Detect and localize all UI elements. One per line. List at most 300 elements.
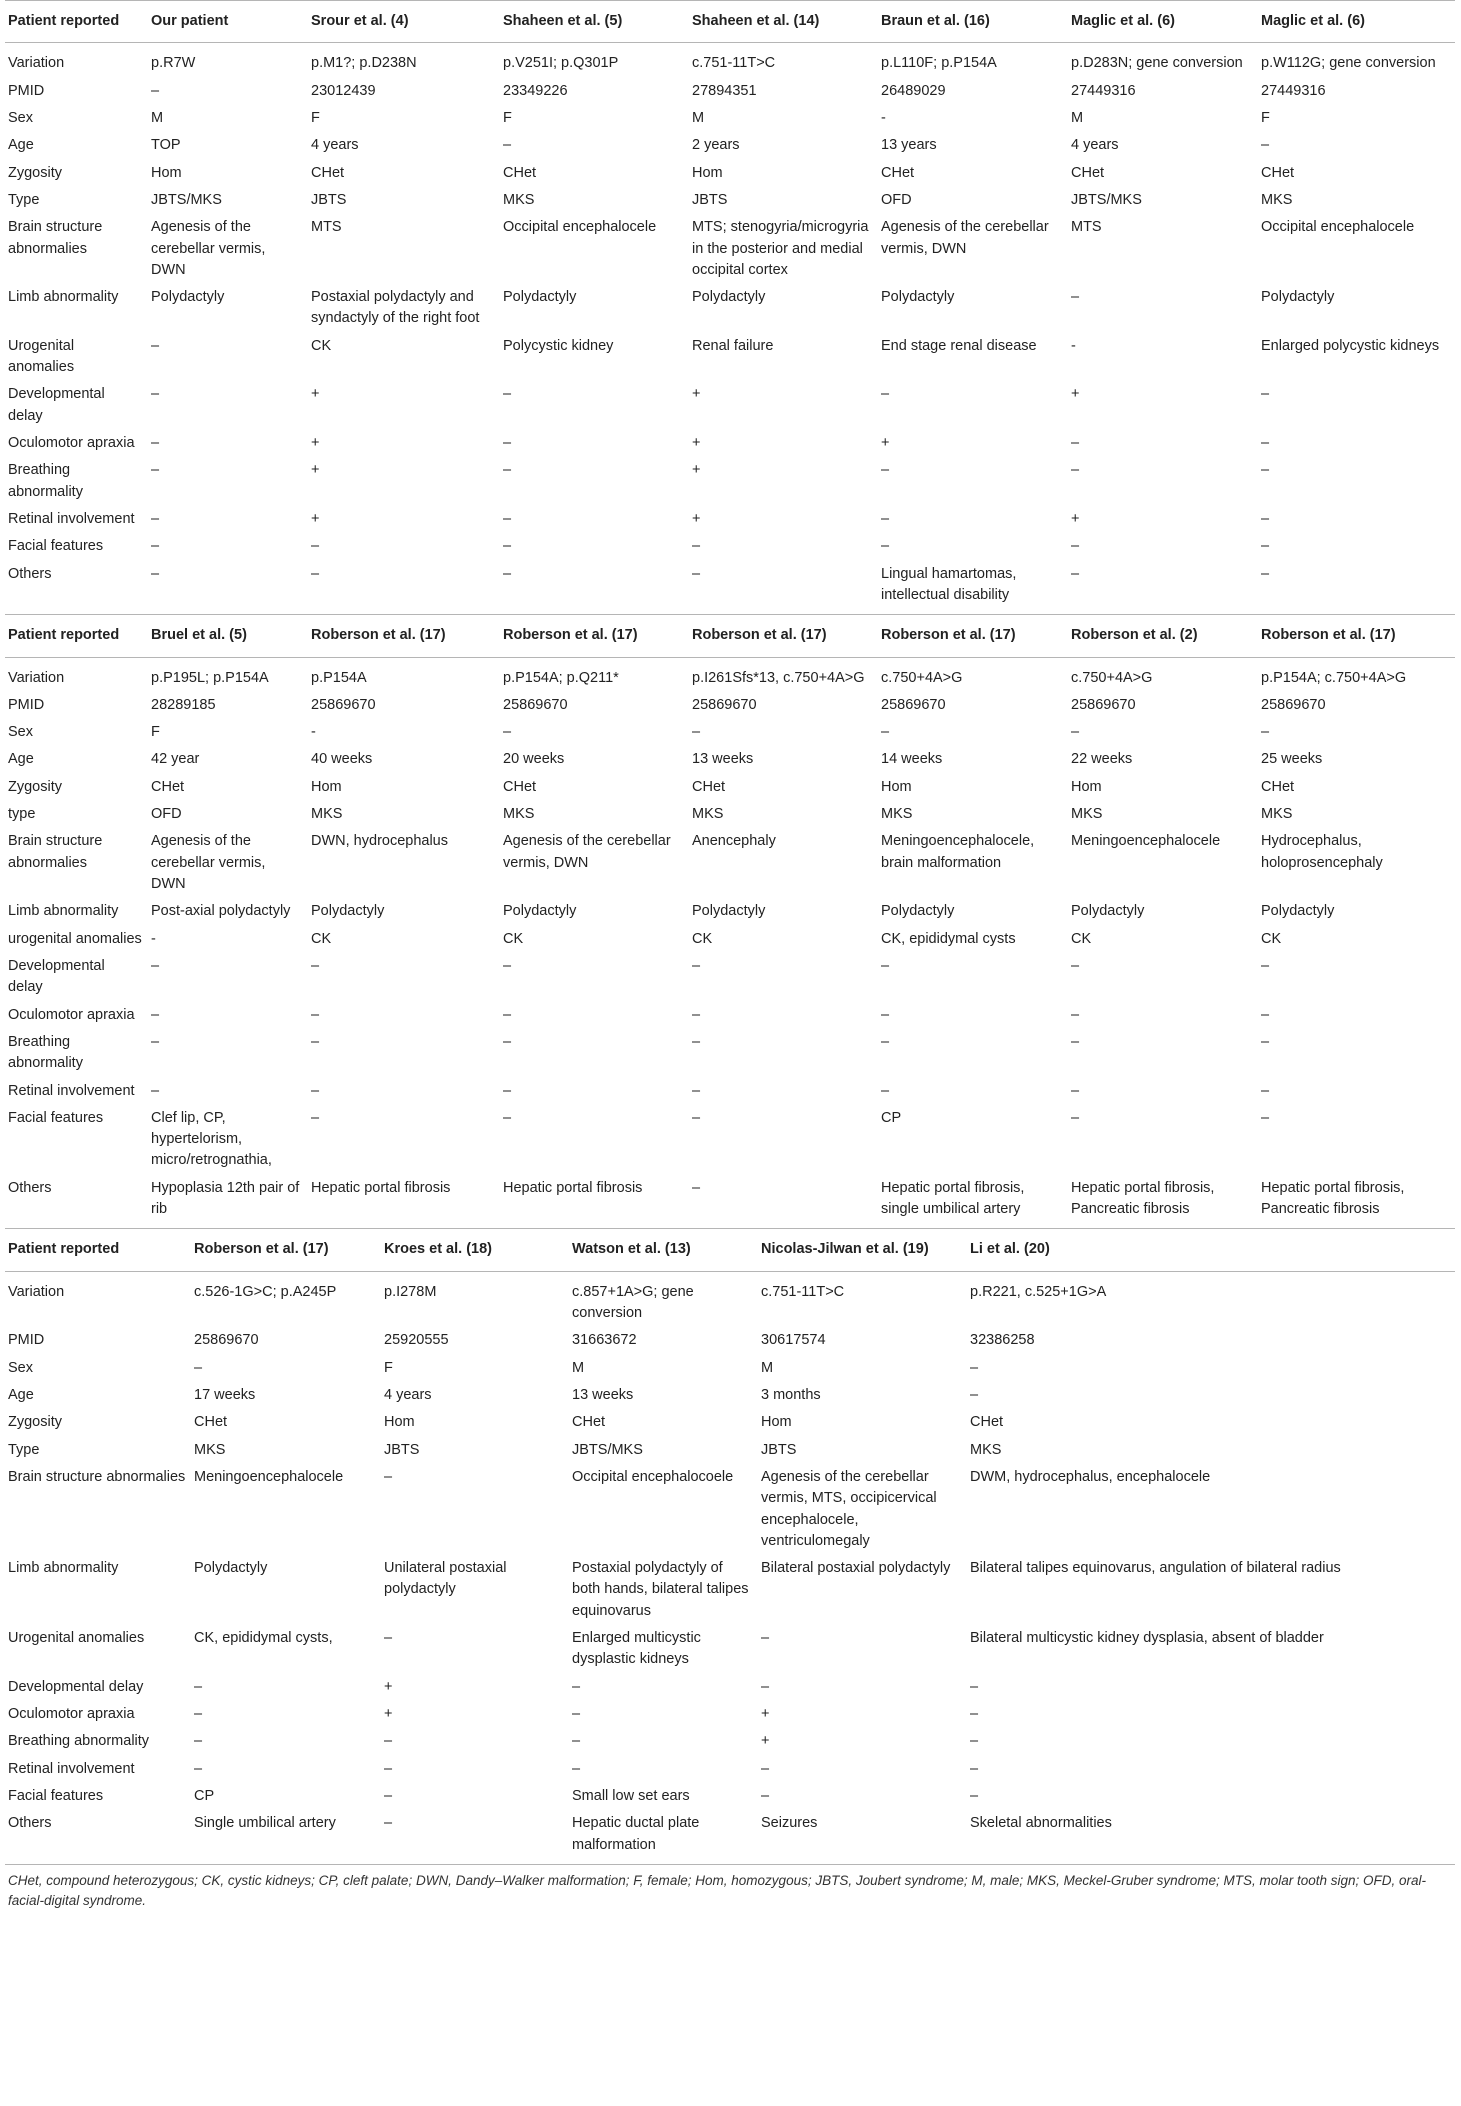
table-row (5, 187, 1455, 214)
table-cell: CHet (881, 164, 915, 181)
table-cell: MKS (1261, 806, 1293, 823)
table-row (5, 1409, 1455, 1436)
table-cell: CHet (503, 164, 537, 181)
table-cell: – (503, 1033, 512, 1050)
row-label: Sex (8, 724, 33, 741)
reference-link[interactable]: 13 (669, 1241, 686, 1258)
reference-link[interactable]: 17 (1374, 627, 1391, 644)
table-cell: – (194, 1733, 203, 1750)
table-cell: – (1261, 1006, 1270, 1023)
table-cell: CP (881, 1109, 902, 1126)
reference-link[interactable]: 16 (968, 13, 985, 29)
table-cell: + (692, 435, 701, 451)
table-cell: Agenesis of the cerebellar vermis, DWN (503, 833, 671, 871)
table-cell: Hepatic portal fibrosis (503, 1179, 643, 1196)
table-row (5, 926, 1455, 953)
table-cell: – (503, 137, 512, 154)
reference-link[interactable]: 20 (1028, 1241, 1045, 1258)
table-row (5, 1105, 1455, 1175)
table-row (5, 132, 1455, 159)
table-row (5, 1175, 1455, 1229)
table-cell: p.D283N; gene conversion (1071, 55, 1243, 72)
table-cell: CK (692, 930, 713, 947)
table-cell: – (970, 1359, 979, 1376)
table-cell: 25869670 (881, 696, 946, 713)
row-label: type (8, 806, 36, 823)
reference-link[interactable]: 5 (609, 13, 618, 29)
table-cell: Polydactyly (311, 903, 385, 920)
table-row (5, 381, 1455, 430)
reference-link[interactable]: 5 (234, 627, 243, 644)
table-cell: 2 years (692, 137, 740, 154)
table-cell: – (761, 1678, 770, 1695)
table-cell: F (384, 1359, 393, 1376)
table-cell: – (881, 386, 890, 403)
table-header-row (5, 615, 1455, 657)
table-row (5, 1555, 1455, 1625)
table-cell: Polydactyly (692, 903, 766, 920)
table-cell: 25869670 (692, 696, 757, 713)
table-cell: Bilateral talipes equinovarus, angulation of bilateral radius (970, 1560, 1341, 1577)
table-cell: – (151, 1006, 160, 1023)
table-row (5, 1078, 1455, 1105)
table-cell: 25869670 (311, 696, 376, 713)
table-cell: DWN, hydrocephalus (311, 833, 448, 850)
table-cell: p.P195L; p.P154A (151, 669, 269, 686)
table-cell: Polydactyly (1071, 903, 1145, 920)
table-cell: JBTS (311, 191, 347, 208)
table-cell: – (1261, 565, 1270, 582)
table-row (5, 1029, 1455, 1078)
table-footnote: CHet, compound heterozygous; CK, cystic kidneys; CP, cleft palate; DWN, Dandy–Walker malformation; F, female; Hom, homozygous; JBTS, Joubert syndrome; M, male; MKS, Meckel-Gruber syndrome; MTS, molar tooth sign; OFD, oral-facial-digital syndrome. (5, 1864, 1455, 1912)
row-label: Developmental delay (8, 1678, 144, 1695)
table-cell: Postaxial polydactyly and syndactyly of the right foot (311, 289, 480, 327)
reference-link[interactable]: 18 (471, 1241, 488, 1258)
table-cell: p.R7W (151, 55, 196, 72)
table-cell: p.M1?; p.D238N (311, 55, 417, 72)
table-cell: Occipital encephalocele (1261, 219, 1415, 236)
table-cell: p.R221, c.525+1G>A (970, 1283, 1107, 1300)
reference-link[interactable]: 17 (994, 627, 1011, 644)
table-cell: 25920555 (384, 1332, 449, 1349)
table-row (5, 160, 1455, 187)
table-cell: F (503, 109, 512, 126)
row-label: Facial features (8, 1109, 104, 1126)
table-cell: – (503, 1006, 512, 1023)
column-header: Li et al. (20) (967, 1229, 1455, 1271)
table-cell: Clef lip, CP, hypertelorism, micro/retrognathia, (151, 1109, 272, 1169)
table-cell: – (572, 1678, 581, 1695)
table-row (5, 1728, 1455, 1755)
table-cell: Hepatic portal fibrosis, Pancreatic fibrosis (1261, 1179, 1405, 1218)
table-cell: CHet (970, 1414, 1004, 1431)
table-cell: F (151, 724, 160, 741)
table-cell: Polydactyly (503, 903, 577, 920)
table-cell: Polydactyly (1261, 289, 1335, 306)
table-cell: p.L110F; p.P154A (881, 55, 997, 72)
comparison-table-part-1 (5, 0, 1455, 614)
table-cell: Renal failure (692, 337, 774, 354)
column-header: Roberson et al. (17) (878, 615, 1068, 657)
table-cell: Unilateral postaxial polydactyly (384, 1560, 507, 1598)
reference-link[interactable]: 6 (1352, 13, 1361, 29)
table-cell: End stage renal disease (881, 337, 1037, 354)
table-cell: – (1261, 538, 1270, 555)
table-cell: + (692, 386, 701, 403)
table-cell: 14 weeks (881, 751, 943, 768)
table-cell: 4 years (1071, 137, 1119, 154)
table-cell: – (194, 1760, 203, 1777)
table-cell: CHet (572, 1414, 606, 1431)
table-row (5, 719, 1455, 746)
column-header: Roberson et al. (17) (689, 615, 878, 657)
table-cell: – (151, 1082, 160, 1099)
table-header-row (5, 1, 1455, 43)
row-label: Variation (8, 669, 65, 686)
table-cell: CHet (1071, 164, 1105, 181)
row-label: Age (8, 751, 34, 768)
row-label: Breathing abnormality (8, 462, 83, 500)
table-cell: – (194, 1359, 203, 1376)
column-header: Roberson et al. (17) (500, 615, 689, 657)
table-cell: c.750+4A>G (1071, 669, 1153, 686)
table-cell: 30617574 (761, 1332, 826, 1349)
table-cell: 25869670 (1071, 696, 1136, 713)
table-cell: – (572, 1706, 581, 1722)
table-cell: p.P154A (311, 669, 367, 686)
table-cell: 26489029 (881, 82, 946, 99)
table-cell: F (311, 109, 320, 126)
table-cell: – (692, 1082, 701, 1099)
row-label: Breathing abnormality (8, 1033, 83, 1072)
table-cell: MTS; stenogyria/microgyria in the posterior and medial occipital cortex (692, 219, 869, 278)
table-cell: Polydactyly (194, 1560, 268, 1577)
table-cell: CP (194, 1787, 215, 1804)
table-cell: Hom (151, 164, 182, 181)
table-cell: – (503, 386, 512, 403)
column-header: Patient reported (5, 1, 148, 43)
table-row (5, 1701, 1455, 1728)
table-cell: MKS (1071, 806, 1103, 823)
table-cell: MKS (881, 806, 913, 823)
table-cell: – (151, 510, 160, 527)
table-cell: CK (1261, 930, 1282, 947)
table-row (5, 692, 1455, 719)
table-cell: – (970, 1706, 979, 1722)
table-cell: – (970, 1386, 979, 1403)
table-cell: – (151, 462, 160, 479)
table-cell: – (572, 1733, 581, 1750)
table-cell: MKS (970, 1441, 1002, 1458)
table-cell: Agenesis of the cerebellar vermis, DWN (881, 219, 1049, 257)
column-header: Shaheen et al. (5) (500, 1, 689, 43)
table-cell: c.751-11T>C (761, 1283, 845, 1300)
table-cell: – (692, 1109, 701, 1126)
row-label: Limb abnormality (8, 289, 119, 306)
table-cell: Polydactyly (692, 289, 766, 306)
table-cell: 13 weeks (572, 1386, 634, 1403)
table-cell: CHet (692, 778, 726, 795)
reference-link[interactable]: 2 (1184, 627, 1193, 644)
table-cell: – (1261, 1082, 1270, 1099)
table-row (5, 1002, 1455, 1029)
table-cell: + (384, 1706, 393, 1722)
table-cell: – (384, 1733, 393, 1750)
table-cell: + (881, 435, 890, 451)
table-cell: – (194, 1706, 203, 1722)
row-label: Urogenital anomalies (8, 1630, 145, 1647)
table-cell: MKS (194, 1441, 226, 1458)
table-cell: Seizures (761, 1815, 818, 1832)
table-cell: p.W112G; gene conversion (1261, 55, 1436, 72)
table-cell: CHet (151, 778, 185, 795)
column-header: Roberson et al. (2) (1068, 615, 1258, 657)
table-cell: – (692, 538, 701, 555)
table-cell: – (761, 1787, 770, 1804)
table-cell: – (1071, 1033, 1080, 1050)
reference-link[interactable]: 19 (907, 1241, 924, 1258)
table-cell: M (151, 109, 164, 126)
table-row (5, 430, 1455, 457)
table-cell: + (1071, 386, 1080, 403)
table-cell: Polydactyly (151, 289, 225, 306)
table-cell: – (1071, 435, 1080, 451)
table-cell: 25869670 (194, 1332, 259, 1349)
table-row (5, 105, 1455, 132)
table-cell: – (1071, 538, 1080, 555)
table-cell: – (761, 1760, 770, 1777)
table-cell: – (503, 1082, 512, 1099)
column-header: Braun et al. (16) (878, 1, 1068, 43)
comparison-table-part-3 (5, 1228, 1455, 1864)
table-cell: Hom (1071, 778, 1102, 795)
table-cell: 22 weeks (1071, 751, 1133, 768)
row-label: Brain structure abnormalies (8, 219, 103, 257)
reference-link[interactable]: 17 (307, 1241, 324, 1258)
table-cell: – (1261, 1109, 1270, 1126)
row-label: Type (8, 1441, 40, 1458)
row-label: Retinal involvement (8, 1082, 135, 1099)
row-label: Oculomotor apraxia (8, 435, 135, 451)
table-cell: – (503, 462, 512, 479)
table-cell: – (1261, 510, 1270, 527)
table-cell: Occipital encephalocele (503, 219, 657, 236)
table-cell: - (151, 930, 156, 947)
table-cell: – (970, 1678, 979, 1695)
table-cell: – (692, 957, 701, 974)
table-cell: 42 year (151, 751, 200, 768)
table-cell: DWM, hydrocephalus, encephalocele (970, 1468, 1211, 1485)
table-cell: 32386258 (970, 1332, 1035, 1349)
table-cell: – (1071, 289, 1080, 306)
table-cell: Lingual hamartomas, intellectual disability (881, 565, 1017, 603)
table-row (5, 774, 1455, 801)
table-cell: – (384, 1630, 393, 1647)
table-cell: OFD (881, 191, 912, 208)
table-cell: + (311, 435, 320, 451)
row-label: Developmental delay (8, 386, 105, 424)
column-header: Bruel et al. (5) (148, 615, 308, 657)
table-cell: Polycystic kidney (503, 337, 614, 354)
table-cell: 20 weeks (503, 751, 565, 768)
table-cell: Hepatic portal fibrosis, Pancreatic fibrosis (1071, 1179, 1215, 1218)
table-cell: 3 months (761, 1386, 821, 1403)
table-cell: Polydactyly (881, 903, 955, 920)
table-cell: – (384, 1760, 393, 1777)
table-cell: Postaxial polydactyly of both hands, bilateral talipes equinovarus (572, 1560, 749, 1619)
table-cell: – (881, 1082, 890, 1099)
table-cell: Anencephaly (692, 833, 776, 850)
table-cell: CHet (194, 1414, 228, 1431)
table-cell: – (1071, 462, 1080, 479)
table-cell: Bilateral multicystic kidney dysplasia, absent of bladder (970, 1630, 1324, 1647)
table-cell: – (151, 82, 160, 99)
reference-link[interactable]: 17 (805, 627, 822, 644)
table-cell: – (572, 1760, 581, 1777)
table-cell: M (761, 1359, 774, 1376)
table-cell: + (384, 1678, 393, 1695)
table-cell: 40 weeks (311, 751, 373, 768)
reference-link[interactable]: 4 (395, 13, 404, 29)
table-cell: – (692, 724, 701, 741)
table-cell: MKS (1261, 191, 1293, 208)
row-label: Limb abnormality (8, 903, 119, 920)
table-row (5, 561, 1455, 615)
table-cell: Hom (881, 778, 912, 795)
table-cell: Meningoencephalocele (1071, 833, 1221, 850)
table-cell: – (384, 1787, 393, 1804)
column-header: Srour et al. (4) (308, 1, 500, 43)
table-row (5, 898, 1455, 925)
table-row (5, 533, 1455, 560)
table-cell: c.857+1A>G; gene conversion (572, 1283, 694, 1321)
table-cell: – (503, 724, 512, 741)
table-cell: Bilateral postaxial polydactyly (761, 1560, 951, 1577)
table-row (5, 1756, 1455, 1783)
table-cell: – (1261, 435, 1270, 451)
table-cell: c.750+4A>G (881, 669, 963, 686)
table-cell: p.I261Sfs*13, c.750+4A>G (692, 669, 865, 686)
row-label: Urogenital anomalies (8, 337, 75, 376)
table-cell: – (881, 1033, 890, 1050)
row-label: Age (8, 137, 34, 154)
table-cell: – (970, 1760, 979, 1777)
row-label: Zygosity (8, 778, 62, 795)
table-cell: CK, epididymal cysts (881, 930, 1016, 947)
table-cell: CK (311, 930, 332, 947)
table-cell: Agenesis of the cerebellar vermis, MTS, occipicervical encephalocele, ventriculomegaly (761, 1468, 937, 1549)
table-cell: – (761, 1630, 770, 1647)
reference-link[interactable]: 17 (424, 627, 441, 644)
table-cell: OFD (151, 806, 182, 823)
table-cell: Agenesis of the cerebellar vermis, DWN (151, 833, 266, 892)
table-row (5, 284, 1455, 333)
table-cell: + (1071, 510, 1080, 527)
table-cell: M (572, 1359, 585, 1376)
table-row (5, 1783, 1455, 1810)
row-label: Retinal involvement (8, 1760, 135, 1777)
table-cell: 27894351 (692, 82, 757, 99)
row-label: Facial features (8, 538, 104, 555)
table-cell: CHet (1261, 164, 1295, 181)
row-label: Retinal involvement (8, 510, 135, 527)
row-label: Oculomotor apraxia (8, 1706, 135, 1722)
table-cell: Polydactyly (881, 289, 955, 306)
row-label: Age (8, 1386, 34, 1403)
table-cell: – (151, 1033, 160, 1050)
table-cell: – (503, 435, 512, 451)
table-cell: Hepatic portal fibrosis (311, 1179, 451, 1196)
table-cell: – (503, 565, 512, 582)
row-label: Facial features (8, 1787, 104, 1804)
table-cell: 27449316 (1071, 82, 1136, 99)
table-row (5, 801, 1455, 828)
column-header: Patient reported (5, 615, 148, 657)
table-cell: CK (503, 930, 524, 947)
table-cell: Single umbilical artery (194, 1815, 336, 1832)
table-cell: – (970, 1787, 979, 1804)
row-label: Variation (8, 55, 65, 72)
table-cell: Hom (384, 1414, 415, 1431)
row-label: Others (8, 1815, 52, 1832)
table-cell: 31663672 (572, 1332, 637, 1349)
table-cell: JBTS (692, 191, 728, 208)
row-label: Zygosity (8, 1414, 62, 1431)
table-cell: – (1261, 724, 1270, 741)
table-cell: Meningoencephalocele (194, 1468, 344, 1485)
table-row (5, 43, 1455, 78)
column-header: Roberson et al. (17) (308, 615, 500, 657)
table-cell: + (311, 510, 320, 527)
table-row (5, 746, 1455, 773)
table-cell: Hydrocephalus, holoprosencephaly (1261, 833, 1383, 871)
table-header-row (5, 1229, 1455, 1271)
table-cell: – (384, 1468, 393, 1485)
table-cell: 13 weeks (692, 751, 754, 768)
table-cell: – (503, 510, 512, 527)
table-cell: p.I278M (384, 1283, 437, 1300)
table-row (5, 78, 1455, 105)
reference-link[interactable]: 14 (798, 13, 815, 29)
table-cell: c.526-1G>C; p.A245P (194, 1283, 337, 1300)
table-cell: – (311, 1006, 320, 1023)
table-cell: – (194, 1678, 203, 1695)
table-cell: Agenesis of the cerebellar vermis, DWN (151, 219, 266, 278)
table-cell: - (311, 724, 316, 741)
table-cell: + (692, 510, 701, 527)
reference-link[interactable]: 17 (616, 627, 633, 644)
table-cell: + (761, 1733, 770, 1750)
row-label: Limb abnormality (8, 1560, 119, 1577)
table-cell: + (761, 1706, 770, 1722)
column-header: Shaheen et al. (14) (689, 1, 878, 43)
table-cell: – (970, 1733, 979, 1750)
row-label: PMID (8, 696, 45, 713)
table-cell: p.V251I; p.Q301P (503, 55, 619, 72)
column-header: Roberson et al. (17) (191, 1229, 381, 1271)
table-cell: – (1071, 1082, 1080, 1099)
table-cell: – (151, 386, 160, 403)
table-cell: JBTS/MKS (151, 191, 222, 208)
table-cell: M (1071, 109, 1084, 126)
row-label: PMID (8, 82, 45, 99)
table-cell: 25869670 (503, 696, 568, 713)
table-cell: – (881, 462, 890, 479)
reference-link[interactable]: 6 (1162, 13, 1171, 29)
table-cell: – (1071, 1109, 1080, 1126)
column-header: Maglic et al. (6) (1258, 1, 1455, 43)
row-label: Others (8, 1179, 52, 1196)
